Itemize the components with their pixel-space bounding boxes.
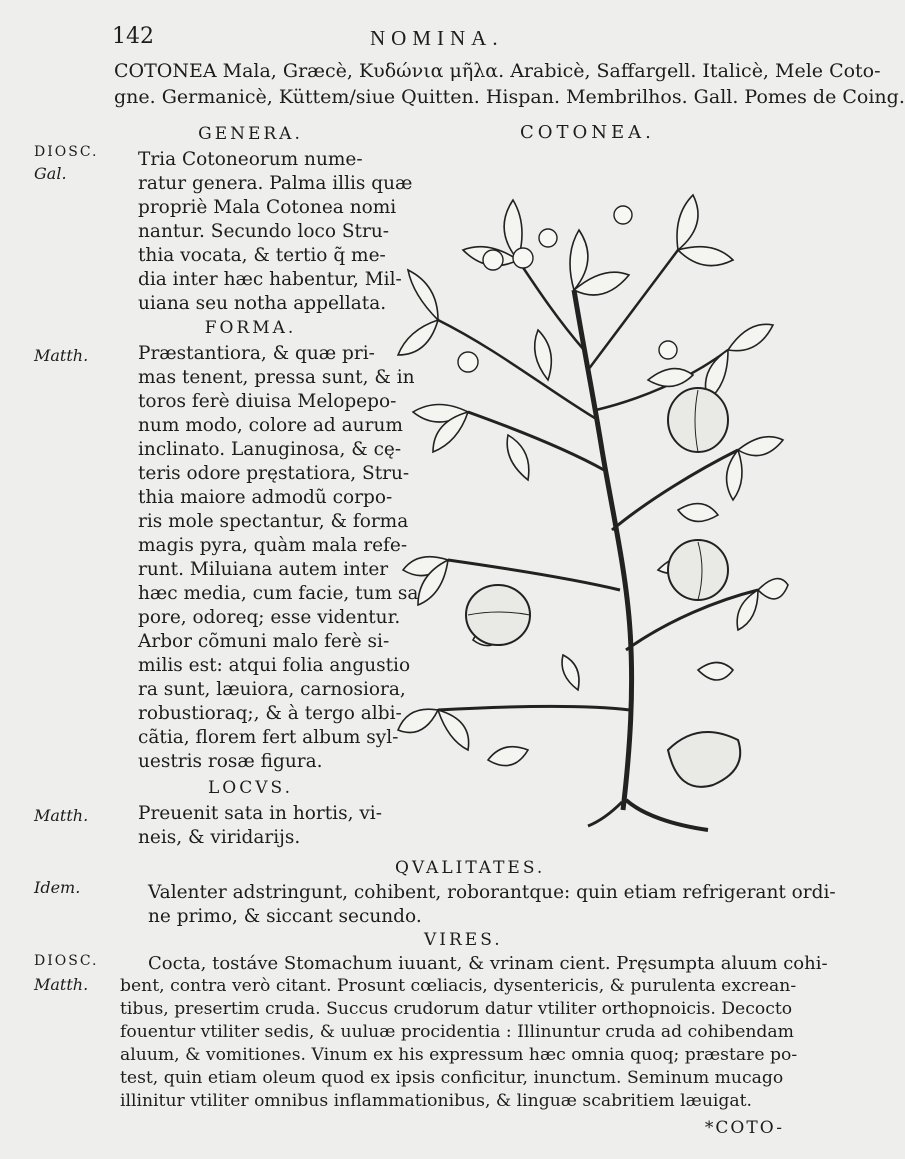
text-line: teris odore pręstatiora, Stru- (138, 463, 410, 484)
text-line: pore, odoreq; esse videntur. (138, 607, 401, 628)
text-line: uestris rosæ figura. (138, 751, 323, 772)
text-line: Valenter adstringunt, cohibent, roborantque: quin etiam refrigerant ordi- (148, 882, 836, 903)
text-line: mas tenent, pressa sunt, & in (138, 367, 415, 388)
text-line: neis, & viridarijs. (138, 827, 301, 848)
text-line: ris mole spectantur, & forma (138, 511, 409, 532)
running-head: NOMINA. (370, 26, 504, 50)
margin-note: Matth. (34, 975, 89, 994)
text-line: inclinato. Lanuginosa, & cę- (138, 439, 402, 460)
text-line: milis est: atqui folia angustio (138, 655, 411, 676)
text-line: fouentur vtiliter sedis, & uuluæ procidentia : Illinuntur cruda ad cohibendam (120, 1022, 794, 1042)
text-line: Preuenit sata in hortis, vi- (138, 803, 382, 824)
section-heading-genera: GENERA. (198, 124, 303, 144)
folio-number: 142 (112, 24, 154, 49)
text-line: thia maiore admodũ corpo- (138, 487, 393, 508)
text-line: Tria Cotoneorum nume- (138, 149, 363, 170)
text-line: illinitur vtiliter omnibus inflammationibus, & linguæ scabritiem læuigat. (120, 1091, 753, 1111)
section-heading-forma: FORMA. (204, 318, 297, 338)
text-line: bent, contra verò citant. Prosunt cœliacis, dysentericis, & purulenta excrean- (120, 976, 797, 996)
margin-note: DIOSC. (34, 953, 99, 969)
text-line: magis pyra, quàm mala refe- (138, 535, 408, 556)
text-line: robustioraq;, & à tergo albi- (138, 703, 402, 724)
margin-note: DIOSC. (34, 144, 99, 160)
text-line: ra sunt, læuiora, carnosiora, (138, 679, 406, 700)
text-line: ne primo, & siccant secundo. (148, 906, 422, 927)
text-line: ratur genera. Palma illis quæ (138, 173, 413, 194)
text-line: Præstantiora, & quæ pri- (138, 343, 375, 364)
illustration-title: COTONEA. (520, 122, 655, 143)
margin-note: Idem. (34, 878, 81, 897)
section-heading-qualitates: QVALITATES. (395, 858, 546, 878)
text-line: dia inter hæc habentur, Mil- (138, 269, 402, 290)
catchword: *COTO- (704, 1118, 784, 1138)
text-line: thia vocata, & tertio q̃ me- (138, 245, 386, 266)
text-line: toros ferè diuisa Melopepo- (138, 391, 397, 412)
section-heading-locus: LOCVS. (208, 778, 293, 798)
margin-note: Matth. (34, 806, 89, 825)
text-line: nantur. Secundo loco Stru- (138, 221, 390, 242)
text-line: aluum, & vomitiones. Vinum ex his expressum hæc omnia quoq; præstare po- (120, 1045, 798, 1065)
text-line: num modo, colore ad aurum (138, 415, 403, 436)
text-line: cãtia, florem fert album syl- (138, 727, 399, 748)
text-line: hæc media, cum facie, tum sa (138, 583, 419, 604)
text-line: tibus, presertim cruda. Succus crudorum datur vtiliter orthopnoicis. Decocto (120, 999, 793, 1019)
section-heading-vires: VIRES. (424, 930, 503, 950)
text-line: propriè Mala Cotonea nomi (138, 197, 397, 218)
text-line: test, quin etiam oleum quod ex ipsis conficitur, inunctum. Seminum mucago (120, 1068, 784, 1088)
text-line: Cocta, tostáve Stomachum iuuant, & vrinam cient. Pręsumpta aluum cohi- (148, 953, 828, 974)
names-line-1: COTONEA Mala, Græcè, Κυδώνια μῆλα. Arabicè, Saffargell. Italicè, Mele Coto- (114, 60, 881, 82)
quince-tree-illustration (398, 150, 788, 840)
margin-note: Matth. (34, 346, 89, 365)
names-line-2: gne. Germanicè, Küttem/siue Quitten. Hispan. Membrilhos. Gall. Pomes de Coing. (114, 86, 905, 108)
text-line: uiana seu notha appellata. (138, 293, 387, 314)
text-line: Arbor cõmuni malo ferè si- (138, 631, 390, 652)
text-line: runt. Miluiana autem inter (138, 559, 389, 580)
margin-note: Gal. (34, 164, 67, 183)
